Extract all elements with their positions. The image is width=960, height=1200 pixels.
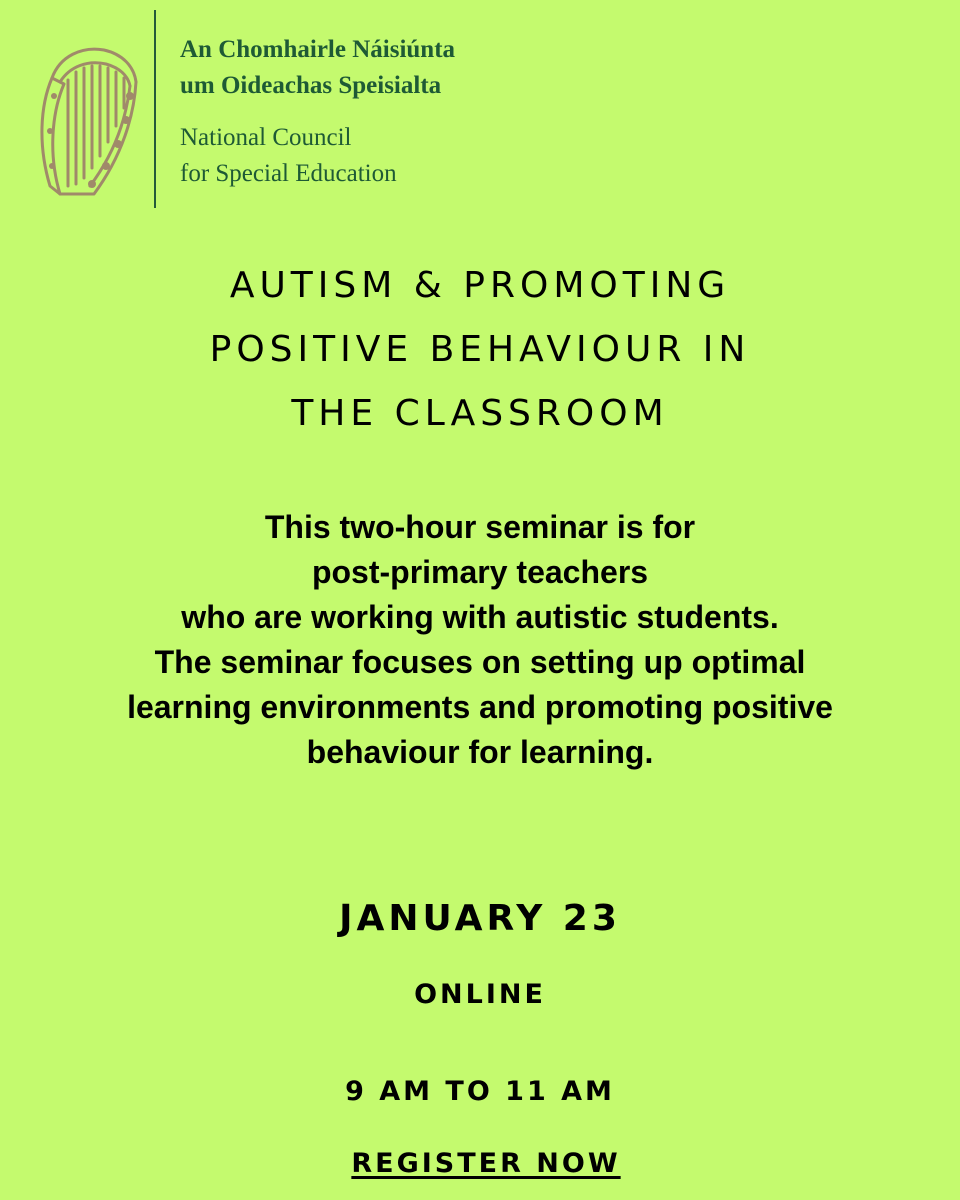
description-line-3: who are working with autistic students. (181, 599, 779, 635)
logo-english-line-1: National Council (180, 124, 352, 151)
title-line-3: THE CLASSROOM (291, 393, 669, 434)
description-line-6: behaviour for learning. (306, 734, 654, 770)
description-line-4: The seminar focuses on setting up optimal (154, 644, 806, 680)
description-line-5: learning environments and promoting positive (127, 689, 833, 725)
page-title (0, 254, 960, 446)
register-now-link[interactable]: REGISTER NOW (351, 1148, 621, 1179)
event-date: JANUARY 23 (339, 898, 621, 939)
harp-icon (30, 36, 150, 202)
logo-english-line-2: for Special Education (180, 160, 397, 187)
logo-irish-line-2: um Oideachas Speisialta (180, 72, 442, 99)
title-line-2: POSITIVE BEHAVIOUR IN (209, 329, 751, 370)
ncse-logo (30, 8, 590, 208)
logo-divider (154, 10, 156, 208)
description-line-2: post-primary teachers (311, 554, 649, 590)
event-location: ONLINE (414, 979, 546, 1010)
logo-text (180, 32, 455, 192)
title-line-1: AUTISM & PROMOTING (229, 265, 731, 306)
register-container (0, 1144, 960, 1184)
logo-irish-line-1: An Chomhairle Náisiúnta (180, 36, 456, 63)
event-time: 9 AM TO 11 AM (345, 1076, 615, 1107)
seminar-description (0, 505, 960, 775)
description-line-1: This two-hour seminar is for (264, 509, 696, 545)
